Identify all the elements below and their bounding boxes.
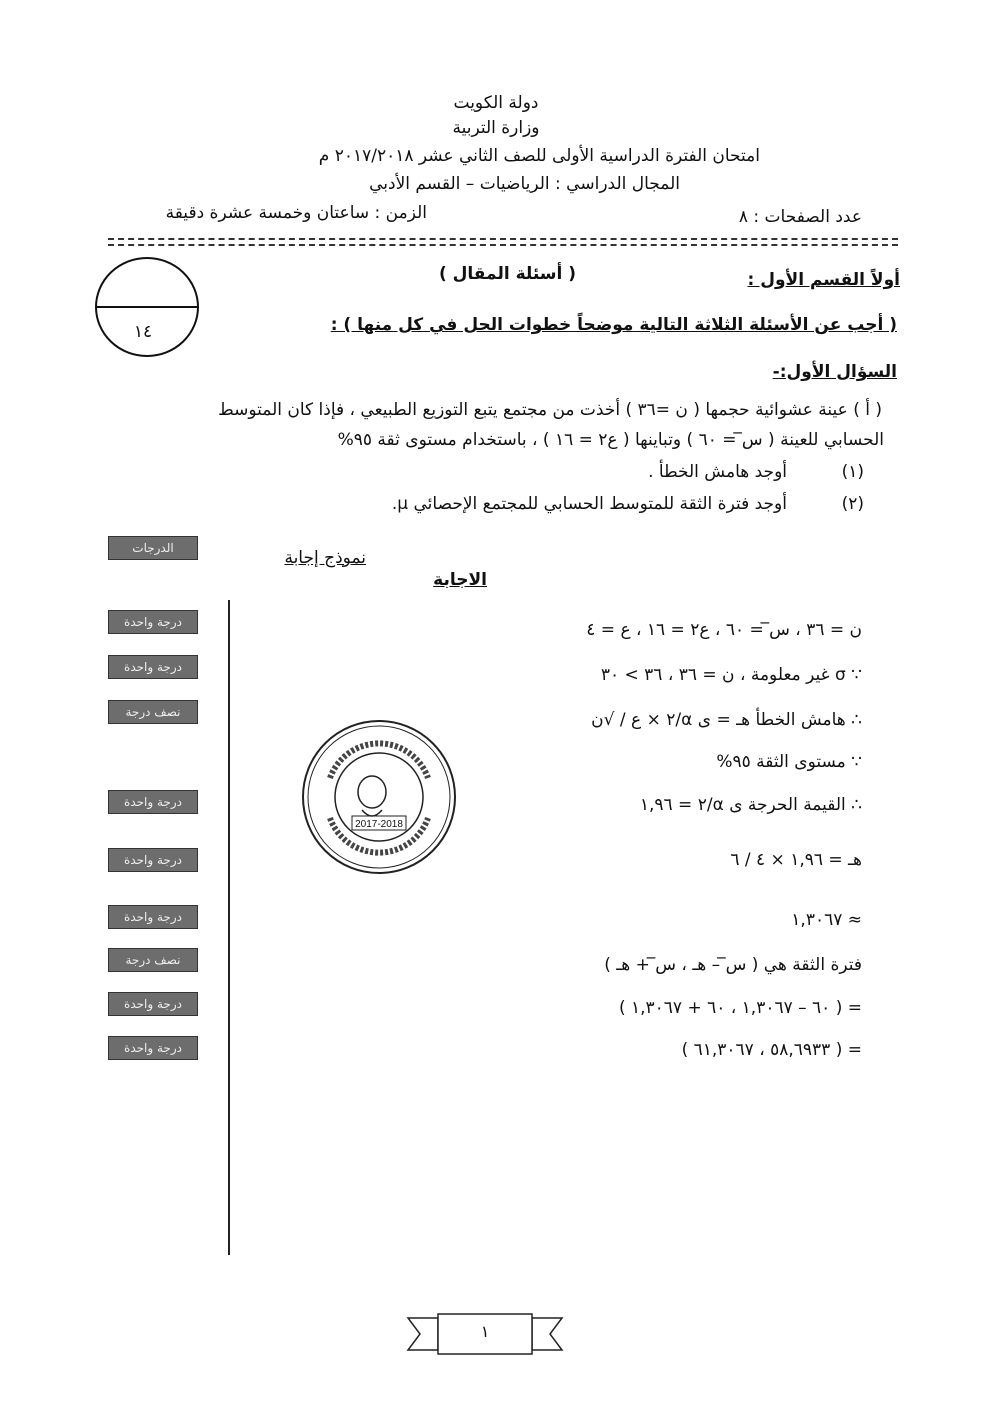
section-type: ( أسئلة المقال ) xyxy=(438,264,576,284)
answer-line: = ( ٥٨,٦٩٣٣ ، ٦١,٣٠٦٧ ) xyxy=(681,1040,862,1060)
answer-line: ∴ القيمة الحرجة ى α/٢ = ١,٩٦ xyxy=(639,795,862,815)
part-1-number: (١) xyxy=(841,462,864,482)
answer-line: فترة الثقة هي ( س̅ – هـ ، س̅ + هـ ) xyxy=(604,955,862,975)
grade-badge: نصف درجة xyxy=(108,948,198,972)
answer-line: ≈ ١,٣٠٦٧ xyxy=(791,910,862,930)
answer-line: ∵ σ غير معلومة ، ن = ٣٦ ، ٣٦ > ٣٠ xyxy=(600,665,862,685)
exam-time: الزمن : ساعتان وخمسة عشرة دقيقة xyxy=(165,203,427,223)
grade-badge: درجة واحدة xyxy=(108,992,198,1016)
grade-badge: درجة واحدة xyxy=(108,905,198,929)
model-answer-label: نموذج إجابة xyxy=(284,548,366,568)
answer-line: ∴ هامش الخطأ هـ = ى α/٢ × ع / √ن xyxy=(591,710,862,730)
grade-badge: درجة واحدة xyxy=(108,655,198,679)
separator-line xyxy=(108,238,898,240)
grade-column-divider xyxy=(228,600,230,1255)
answer-line: ن = ٣٦ ، س̅ = ٦٠ ، ع٢ = ١٦ ، ع = ٤ xyxy=(586,620,862,640)
grade-badge: نصف درجة xyxy=(108,700,198,724)
score-circle xyxy=(92,255,202,360)
subject-line: المجال الدراسي : الرياضيات – القسم الأدبي xyxy=(369,174,680,194)
grade-badge: درجة واحدة xyxy=(108,790,198,814)
grade-badge: درجة واحدة xyxy=(108,1036,198,1060)
exam-title: امتحان الفترة الدراسية الأولى للصف الثاني عشر ٢٠١٧/٢٠١٨ م xyxy=(318,146,760,166)
grade-badge: درجة واحدة xyxy=(108,610,198,634)
official-seal-stamp xyxy=(300,718,458,876)
grade-badge: درجة واحدة xyxy=(108,848,198,872)
answer-label: الاجابة xyxy=(433,570,487,590)
header-state: دولة الكويت xyxy=(453,93,539,113)
section-instruction: ( أجب عن الأسئلة الثلاثة التالية موضحاً خطوات الحل في كل منها ) : xyxy=(330,315,897,335)
grades-header: الدرجات xyxy=(108,536,198,560)
part-2-number: (٢) xyxy=(841,494,864,514)
question-text-1: ( أ ) عينة عشوائية حجمها ( ن =٣٦ ) أخذت من مجتمع يتبع التوزيع الطبيعي ، فإذا كان المتوسط xyxy=(217,400,882,420)
header-ministry: وزارة التربية xyxy=(452,118,540,138)
score-value: ١٤ xyxy=(133,322,153,342)
section-title: أولاً القسم الأول : xyxy=(747,270,900,290)
answer-line: = ( ٦٠ – ١,٣٠٦٧ ، ٦٠ + ١,٣٠٦٧ ) xyxy=(618,998,862,1018)
question-text-2: الحسابي للعينة ( س̅ = ٦٠ ) وتباينها ( ع٢ = ١٦ ) ، باستخدام مستوى ثقة ٩٥% xyxy=(337,430,884,450)
answer-line: هـ = ١,٩٦ × ٤ / ٦ xyxy=(730,850,862,870)
part-1-text: أوجد هامش الخطأ . xyxy=(648,462,787,482)
pages-count: عدد الصفحات : ٨ xyxy=(738,207,862,227)
separator-line xyxy=(108,244,898,246)
seal-year: 2017-2018 xyxy=(355,819,403,830)
answer-line: ∵ مستوى الثقة ٩٥% xyxy=(716,752,862,772)
part-2-text: أوجد فترة الثقة للمتوسط الحسابي للمجتمع الإحصائي μ. xyxy=(391,494,787,514)
page-number: ١ xyxy=(480,1322,490,1341)
question-label: السؤال الأول:- xyxy=(772,362,897,382)
